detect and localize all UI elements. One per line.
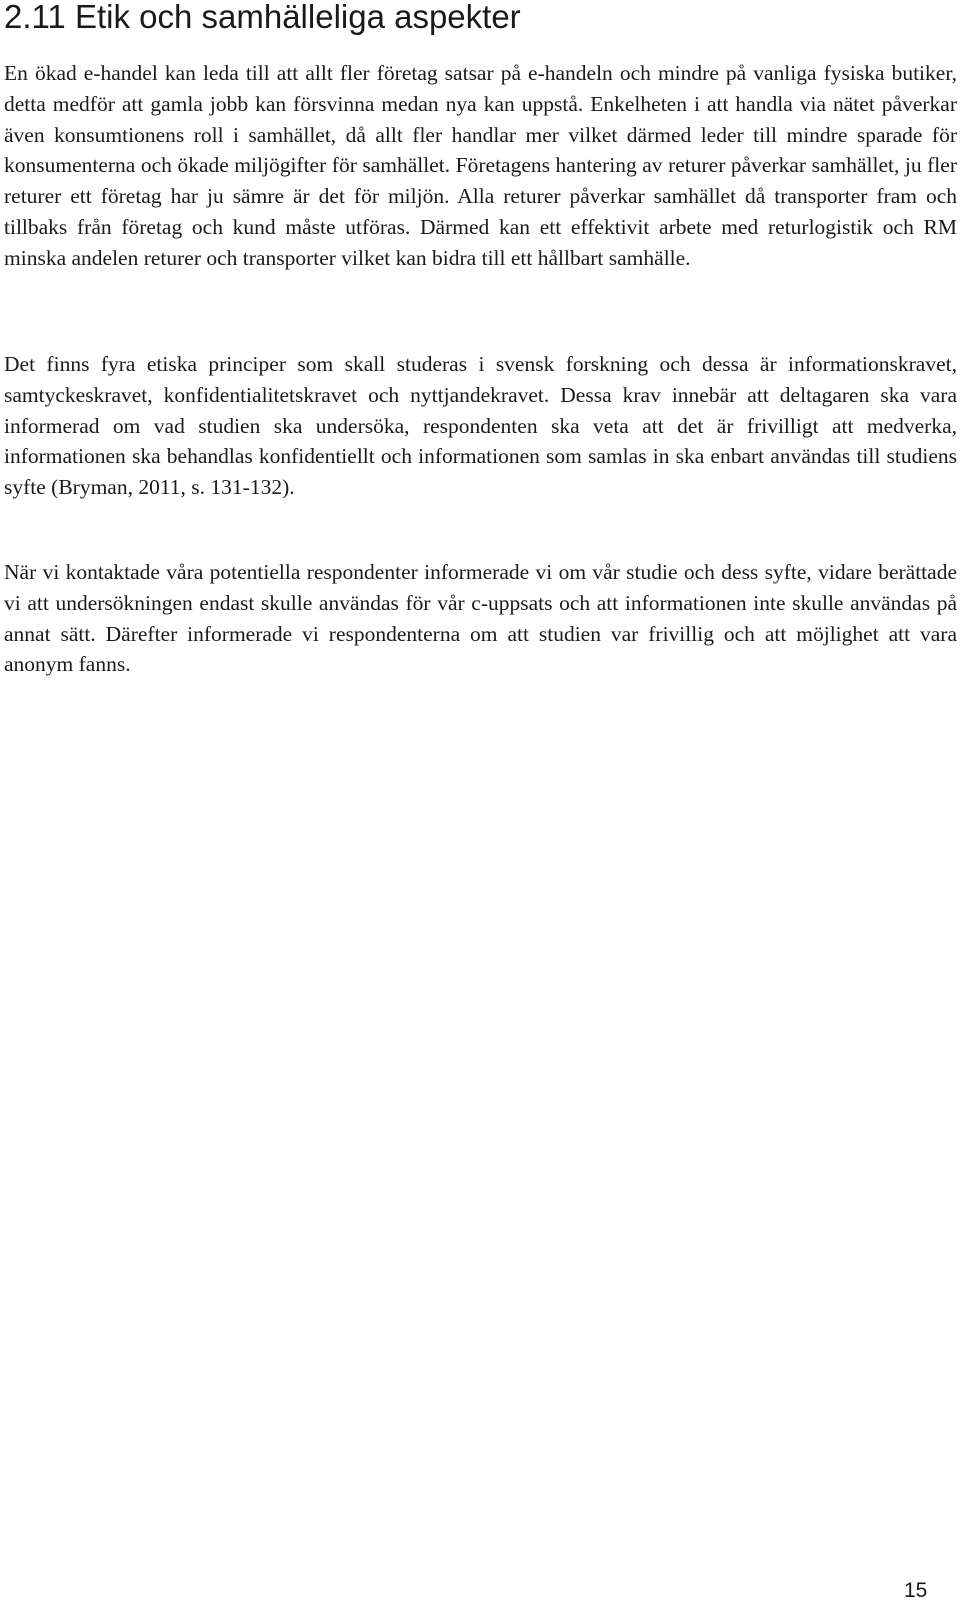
page-number: 15 bbox=[904, 1579, 928, 1602]
section-heading: 2.11 Etik och samhälleliga aspekter bbox=[4, 0, 521, 35]
paragraph-societal-aspects: En ökad e-handel kan leda till att allt fler företag satsar på e-handeln och mindre på vanliga fysiska butiker, detta medför att gamla jobb kan försvinna medan nya kan uppstå. Enkelheten i att handla via nätet påverkar även konsumtionens roll i samhället, då allt fler handlar mer vilket därmed leder till mindre sparade för konsumenterna och ökade miljögifter för samhället. Företagens hantering av returer påverkar samhället, ju fler returer ett företag har ju sämre är det för miljön. Alla returer påverkar samhället då transporter fram och tillbaks från företag och kund måste utföras. Därmed kan ett effektivit arbete med returlogistik och RM minska andelen returer och transporter vilket kan bidra till ett hållbart samhälle. bbox=[4, 61, 957, 270]
paragraph-ethical-principles: Det finns fyra etiska principer som skall studeras i svensk forskning och dessa är informationskravet, samtyckeskravet, konfidentialitetskravet och nyttjandekravet. Dessa krav innebär att deltagaren ska vara informerad om vad studien ska undersöka, respondenten ska veta att det är frivilligt att medverka, informationen ska behandlas konfidentiellt och informationen som samlas in ska enbart användas till studiens syfte (Bryman, 2011, s. 131-132). bbox=[4, 352, 957, 500]
paragraph-respondent-contact: När vi kontaktade våra potentiella respondenter informerade vi om vår studie och dess syfte, vidare berättade vi att undersökningen endast skulle användas för vår c-uppsats och att informationen inte skulle användas på annat sätt. Därefter informerade vi respondenterna om att studien var frivillig och att möjlighet att vara anonym fanns. bbox=[4, 560, 957, 677]
